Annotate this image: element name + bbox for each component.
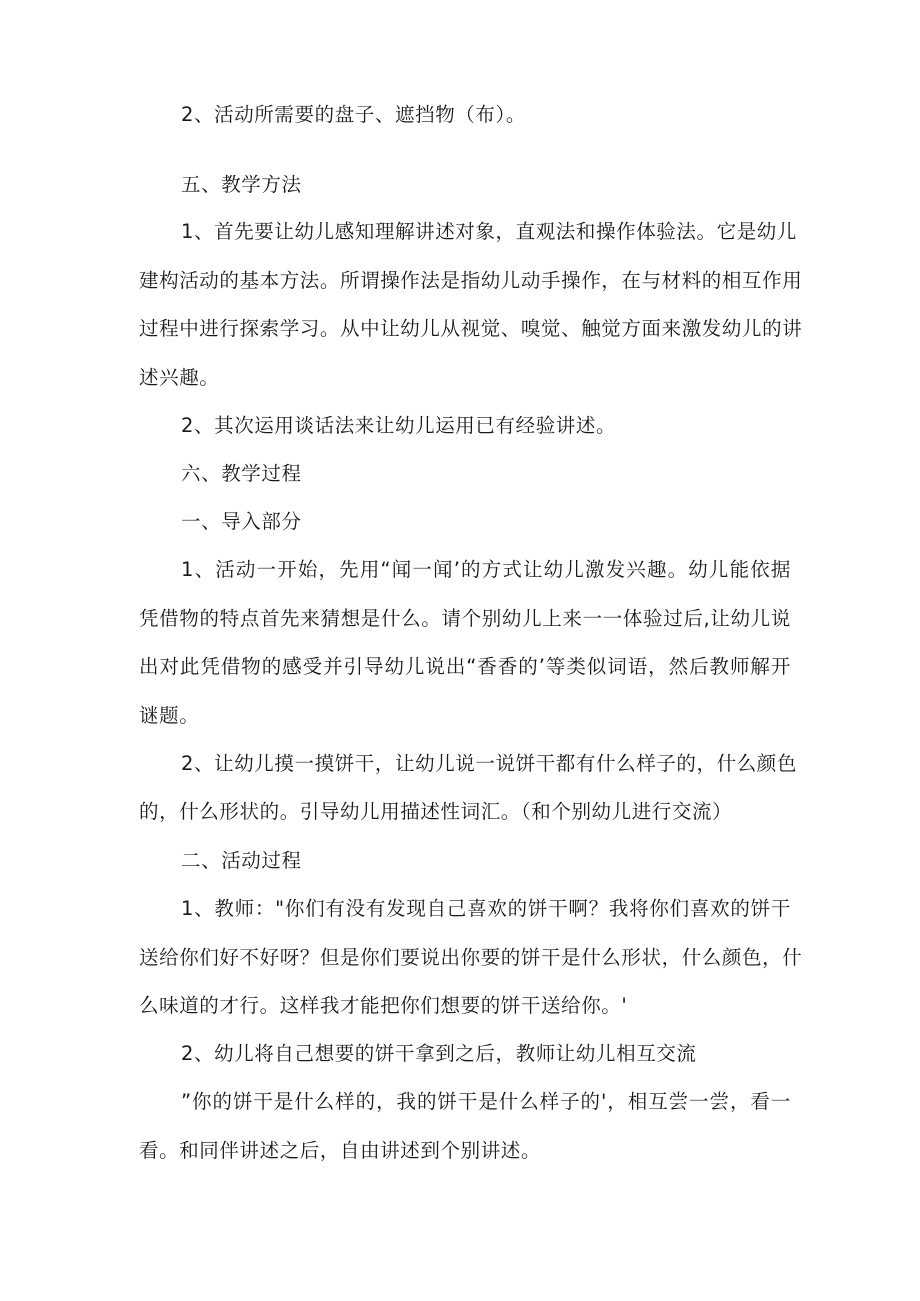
method-paragraph-1-line-2: 建构活动的基本方法。所谓操作法是指幼儿动手操作，在与材料的相互作用	[139, 269, 803, 292]
method-paragraph-1-line-4: 述兴趣。	[139, 366, 220, 389]
intro-paragraph-1-line-2: 凭借物的特点首先来猜想是什么。请个别幼儿上来一一体验过后,让幼儿说	[139, 607, 791, 630]
activity-paragraph-1-line-1: 1、教师："你们有没有发现自己喜欢的饼干啊？我将你们喜欢的饼干	[181, 897, 791, 920]
intro-paragraph-1-line-4: 谜题。	[139, 704, 200, 727]
method-paragraph-1-line-1: 1、首先要让幼儿感知理解讲述对象，直观法和操作体验法。它是幼儿	[181, 220, 798, 243]
activity-paragraph-2-line-2: ”你的饼干是什么样的，我的饼干是什么样子的'，相互尝一尝，看一	[181, 1090, 791, 1113]
subsection-heading-activity-process: 二、活动过程	[181, 849, 302, 872]
section-heading-teaching-process: 六、教学过程	[181, 462, 302, 485]
material-item-2: 2、活动所需要的盘子、遮挡物（布）。	[181, 103, 526, 126]
intro-paragraph-2-line-2: 的，什么形状的。引导幼儿用描述性词汇。（和个别幼儿进行交流）	[139, 800, 733, 823]
method-paragraph-2: 2、其次运用谈话法来让幼儿运用已有经验讲述。	[181, 414, 617, 437]
activity-paragraph-1-line-2: 送给你们好不好呀？但是你们要说出你要的饼干是什么形状，什么颜色，什	[139, 946, 803, 969]
activity-paragraph-2-line-1: 2、幼儿将自己想要的饼干拿到之后，教师让幼儿相互交流	[181, 1042, 697, 1065]
activity-paragraph-1-line-3: 么味道的才行。这样我才能把你们想要的饼干送给你。'	[139, 994, 628, 1017]
subsection-heading-introduction: 一、导入部分	[181, 510, 302, 533]
method-paragraph-1-line-3: 过程中进行探索学习。从中让幼儿从视觉、嗅觉、触觉方面来激发幼儿的讲	[139, 317, 803, 340]
section-heading-teaching-methods: 五、教学方法	[181, 173, 302, 196]
intro-paragraph-2-line-1: 2、让幼儿摸一摸饼干，让幼儿说一说饼干都有什么样子的，什么颜色	[181, 752, 798, 775]
activity-paragraph-2-line-3: 看。和同伴讲述之后，自由讲述到个别讲述。	[139, 1139, 542, 1162]
intro-paragraph-1-line-3: 出对此凭借物的感受并引导幼儿说出“香香的’等类似词语，然后教师解开	[139, 655, 791, 678]
intro-paragraph-1-line-1: 1、活动一开始，先用“闻一闻’的方式让幼儿激发兴趣。幼儿能依据	[181, 558, 791, 581]
